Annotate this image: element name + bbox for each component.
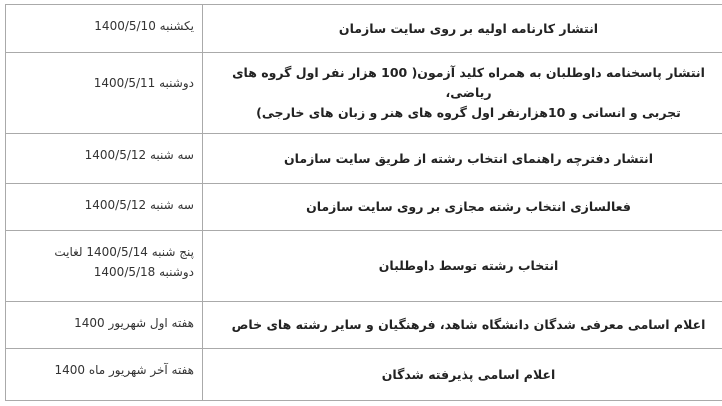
date-cell: [6, 5, 203, 53]
table-row: [6, 5, 722, 53]
date-text: یکشنبه 1400/5/10: [94, 19, 194, 33]
event-cell: [203, 134, 722, 184]
schedule-table: [5, 4, 722, 401]
event-cell: [203, 349, 722, 401]
date-text: سه شنبه 1400/5/12: [84, 198, 194, 212]
event-cell: [203, 302, 722, 349]
event-text: انتخاب رشته توسط داوطلبان: [378, 258, 559, 273]
date-cell: [6, 231, 203, 302]
date-cell: [6, 349, 203, 401]
event-text: اعلام اسامی معرفی شدگان دانشگاه شاهد، فرهنگیان و سایر رشته های خاص: [231, 317, 706, 332]
date-text: سه شنبه 1400/5/12: [84, 148, 194, 162]
date-cell: [6, 184, 203, 231]
date-text: دوشنبه 1400/5/11: [93, 76, 194, 90]
event-cell: [203, 5, 722, 53]
event-text: اعلام اسامی پذیرفته شدگان: [381, 366, 556, 382]
date-text: هفته آخر شهریور ماه 1400: [54, 363, 194, 377]
table-row: [6, 134, 722, 184]
event-text: انتشار کارنامه اولیه بر روی سایت سازمان: [338, 20, 599, 36]
date-cell: [6, 53, 203, 134]
table-row: [6, 302, 722, 349]
table-row: [6, 231, 722, 302]
event-cell: [203, 53, 722, 134]
event-text: فعالسازی انتخاب رشته مجازی بر روی سایت سازمان: [306, 199, 631, 214]
date-text: دوشنبه 1400/5/18: [93, 265, 194, 279]
date-cell: [6, 302, 203, 349]
table-row: [6, 184, 722, 231]
date-text: پنج شنبه 1400/5/14 لغایت: [54, 245, 194, 259]
date-text: هفته اول شهریور 1400: [74, 316, 194, 330]
date-cell: [6, 134, 203, 184]
table-row: [6, 349, 722, 401]
event-cell: [203, 231, 722, 302]
event-text: تجربی و انسانی و 10هزارنفر اول گروه های هنر و زبان های خارجی): [256, 105, 681, 120]
event-text: انتشار پاسخنامه داوطلبان به همراه کلید آزمون( 100 هزار نفر اول گروه های ریاضی،: [232, 65, 705, 100]
table-row: [6, 53, 722, 134]
event-cell: [203, 184, 722, 231]
event-text: انتشار دفترچه راهنمای انتخاب رشته از طریق سایت سازمان: [283, 150, 654, 166]
